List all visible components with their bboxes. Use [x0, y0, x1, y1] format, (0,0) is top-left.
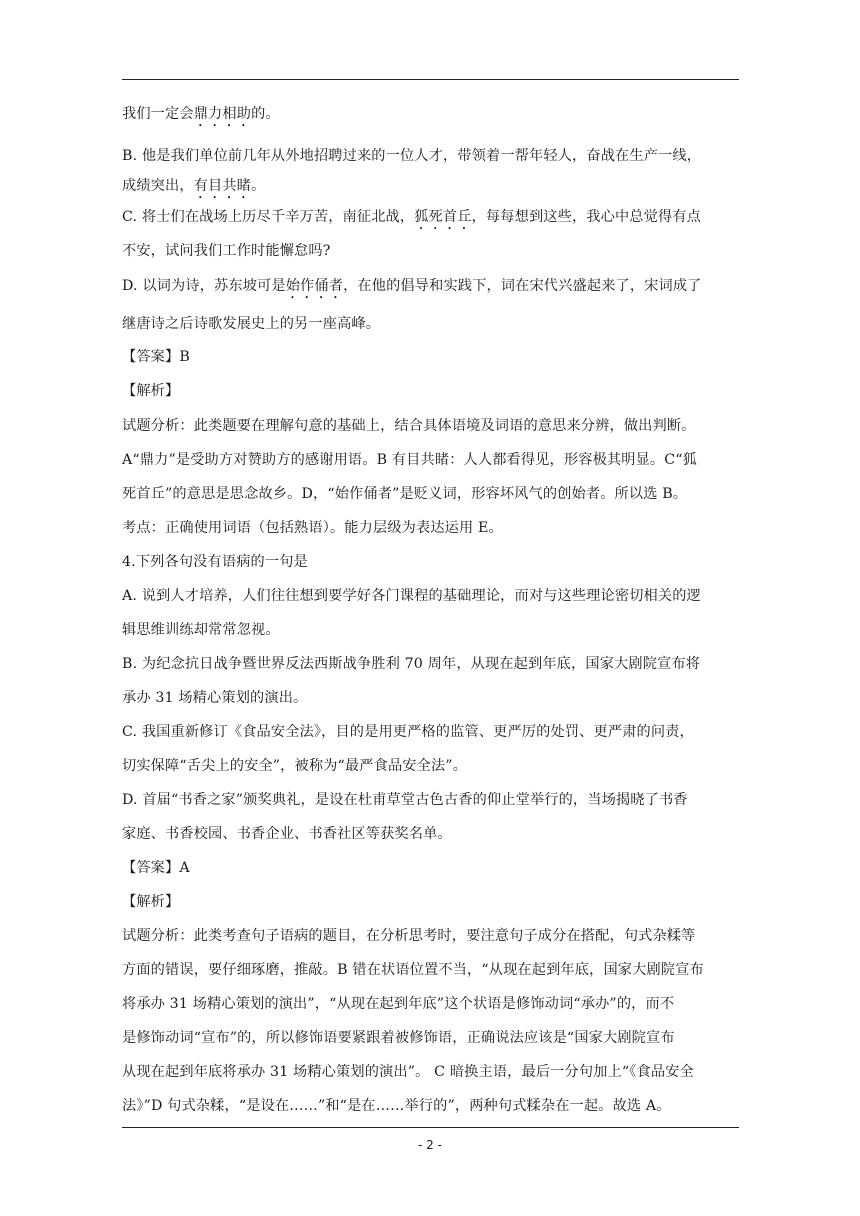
- text-line: C. 将士们在战场上历尽千辛万苦，南征北战，狐死首丘，每每想到这些，我心中总觉得有点: [122, 209, 701, 225]
- text-line: 辑思维训练却常常忽视。: [122, 622, 280, 638]
- text-line: 家庭、书香校园、书香企业、书香社区等获奖名单。: [122, 826, 452, 842]
- text-line: D. 以词为诗，苏东坡可是始作俑者，在他的倡导和实践下，词在宋代兴盛起来了，宋词成了: [122, 278, 702, 294]
- analysis-label: 【解析】: [122, 383, 180, 399]
- text-line: C. 我国重新修订《食品安全法》，目的是用更严格的监管、更严厉的处罚、更严肃的问责，: [122, 724, 694, 740]
- answer-label: 【答案】B: [122, 349, 190, 365]
- text-line: 试题分析：此类题要在理解句意的基础上，结合具体语境及词语的意思来分辨，做出判断。: [122, 418, 696, 434]
- text-line: 承办 31 场精心策划的演出。: [122, 690, 308, 706]
- text-line: B. 他是我们单位前几年从外地招聘过来的一位人才，带领着一帮年轻人，奋战在生产一线，: [122, 148, 702, 164]
- text-line: 继唐诗之后诗歌发展史上的另一座高峰。: [122, 316, 381, 332]
- text-line: B. 为纪念抗日战争暨世界反法西斯战争胜利 70 周年，从现在起到年底，国家大剧院宣布将: [122, 656, 701, 672]
- header-rule: [122, 79, 739, 80]
- text-line: 是修饰动词“宣布”的，所以修饰语要紧跟着被修饰语，正确说法应该是“国家大剧院宣布: [122, 1030, 675, 1046]
- text-line: 切实保障“舌尖上的安全”，被称为“最严食品安全法”。: [122, 758, 468, 774]
- text-line: 考点：正确使用词语（包括熟语）。能力层级为表达运用 E。: [122, 520, 503, 536]
- text-line: A. 说到人才培养，人们往往想到要学好各门课程的基础理论，而对与这些理论密切相关的逻: [122, 588, 701, 604]
- text-line: 我们一定会鼎力相助的。: [122, 106, 280, 122]
- text-line: 成绩突出，有目共睹。: [122, 178, 266, 194]
- answer-label: 【答案】A: [122, 860, 190, 876]
- text-line: 不安，试问我们工作时能懈怠吗?: [122, 243, 331, 259]
- text-line: 将承办 31 场精心策划的演出”，“从现在起到年底”这个状语是修饰动词“承办”的，而不: [122, 996, 675, 1012]
- text-line: 从现在起到年底将承办 31 场精心策划的演出”。 C 暗换主语，最后一分句加上“《食品安全: [122, 1064, 694, 1080]
- text-line: D. 首届“书香之家”颁奖典礼，是设在杜甫草堂古色古香的仰止堂举行的，当场揭晓了书香: [122, 792, 688, 808]
- page-number: - 2 -: [418, 1138, 442, 1152]
- text-line: 试题分析：此类考查句子语病的题目，在分析思考时，要注意句子成分在搭配，句式杂糅等: [122, 928, 696, 944]
- question-title: 4.下列各句没有语病的一句是: [122, 554, 308, 570]
- text-line: 法》”D 句式杂糅，“是设在……”和“是在……举行的”，两种句式糅杂在一起。故选 A。: [122, 1098, 671, 1114]
- footer-rule: [122, 1127, 739, 1128]
- analysis-label: 【解析】: [122, 894, 180, 910]
- text-line: 方面的错误，要仔细琢磨，推敲。B 错在状语位置不当，“从现在起到年底，国家大剧院宣布: [122, 962, 704, 978]
- text-line: A“鼎力”是受助方对赞助方的感谢用语。B 有目共睹：人人都看得见，形容极其明显。C“狐: [122, 452, 697, 468]
- text-line: 死首丘”的意思是思念故乡。D，“始作俑者”是贬义词，形容坏风气的创始者。所以选 B。: [122, 486, 688, 502]
